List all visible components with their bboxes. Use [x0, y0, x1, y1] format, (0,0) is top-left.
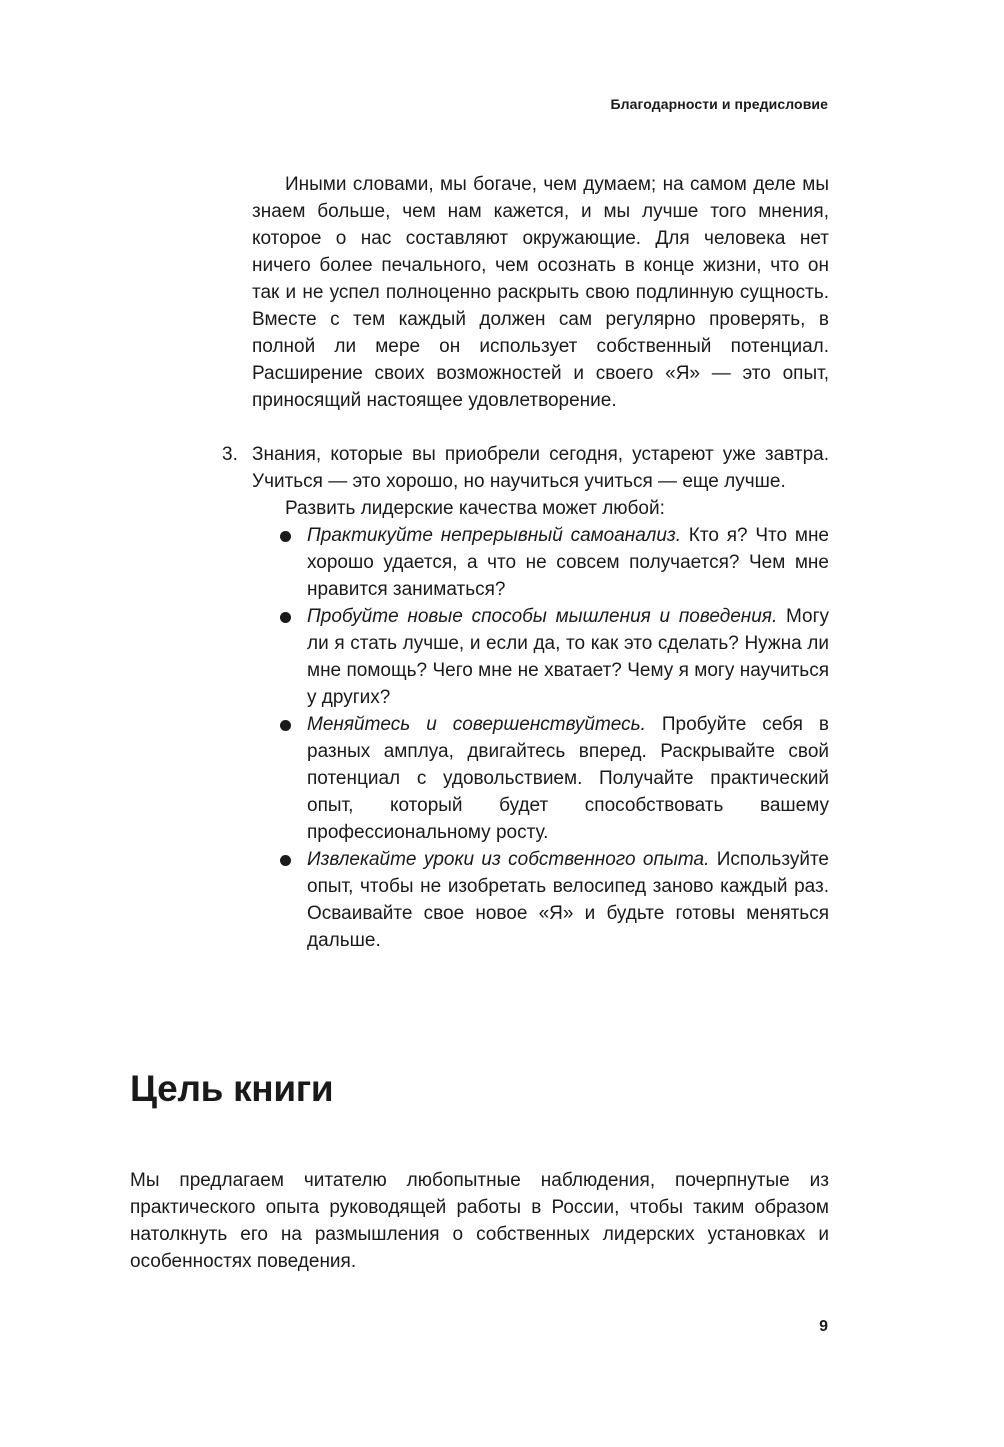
bullet-title: Извлекайте уроки из собственного опыта. — [307, 849, 710, 870]
section-heading: Цель книги — [130, 1068, 334, 1109]
running-head: Благодарности и предисловие — [610, 96, 828, 112]
bullet-icon — [280, 612, 291, 623]
bullet-text: Могу ли я стать лучше, и если да, то как это сделать? Нужна ли мне помощь? Чего мне не хватает? Чему я могу научиться у других? — [307, 606, 830, 708]
bullet-title: Меняйтесь и совершенствуйтесь. — [307, 714, 646, 735]
numbered-item-3 — [222, 441, 829, 954]
page-number: 9 — [819, 1318, 828, 1335]
bullet-icon — [280, 720, 291, 731]
bullet-icon — [280, 855, 291, 866]
item-number: 3. — [222, 444, 238, 465]
bullet-list — [277, 522, 829, 954]
list-item — [277, 846, 829, 954]
intro-paragraph-block — [252, 171, 829, 414]
list-item — [277, 522, 829, 603]
bullet-icon — [280, 531, 291, 542]
bullet-text: Кто я? Что мне хорошо удается, а что не совсем получается? Чем мне нравится заниматься? — [307, 525, 830, 600]
bullet-text: Используйте опыт, чтобы не изобретать велосипед заново каждый раз. Осваивайте свое новое «Я» и будьте готовы меняться дальше. — [307, 849, 829, 951]
intro-paragraph: Иными словами, мы богаче, чем думаем; на самом деле мы знаем больше, чем нам кажется, и мы лучше того мнения, которое о нас составляют окружающие. Для человека нет ничего более печального, чем осознать в конце жизни, что он так и не успел полноценно раскрыть свою подлинную сущность. Вместе с тем каждый должен сам регулярно проверять, в полной ли мере он использует собственный потенциал. Расширение своих возможностей и своего «Я» — это опыт, приносящий настоящее удовлетворение. — [252, 174, 829, 411]
section-paragraph: Мы предлагаем читателю любопытные наблюдения, почерпнутые из практического опыта руководящей работы в России, чтобы таким образом натолкнуть его на размышления о собственных лидерских установках и особенностях поведения. — [130, 1170, 829, 1272]
item-text: Знания, которые вы приобрели сегодня, устареют уже завтра. Учиться — это хорошо, но научиться учиться — еще лучше. — [252, 444, 829, 492]
bullet-text: Пробуйте себя в разных амплуа, двигайтесь вперед. Раскрывайте свой потенциал с удовольствием. Получайте практический опыт, который будет способствовать вашему профессиональному росту. — [307, 714, 829, 843]
list-item — [277, 603, 829, 711]
bullet-title: Пробуйте новые способы мышления и поведения. — [307, 606, 778, 627]
list-item — [277, 711, 829, 846]
bullet-title: Практикуйте непрерывный самоанализ. — [307, 525, 682, 546]
section-paragraph-block — [130, 1167, 829, 1275]
bullets-lead: Развить лидерские качества может любой: — [285, 498, 665, 519]
